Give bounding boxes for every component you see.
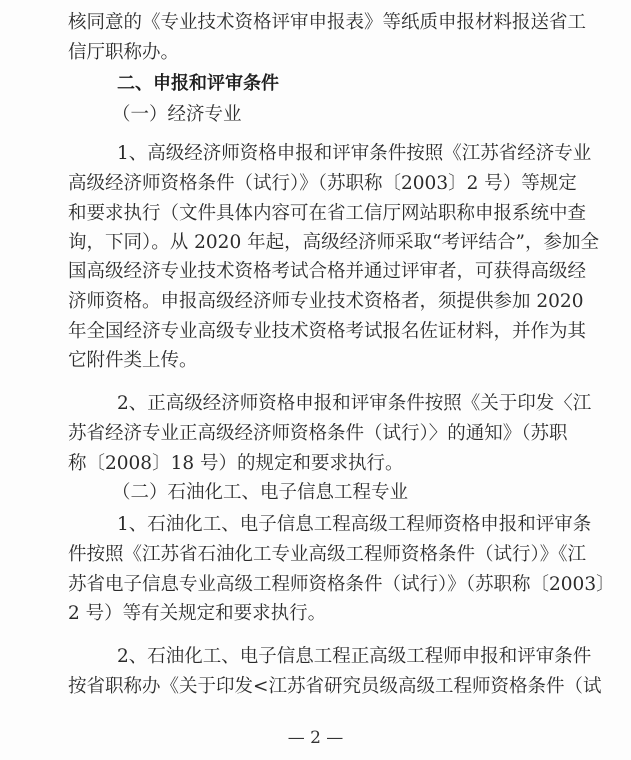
subsection-heading: （一）经济专业	[112, 104, 242, 125]
paragraph-line: 询，下同）。从 2020 年起，高级经济师采取“考评结合”，参加全	[68, 232, 600, 253]
paragraph-line: 苏省经济专业正高级经济师资格条件（试行）〉的通知》（苏职	[68, 423, 568, 444]
paragraph-line: 年全国经济专业高级专业技术资格考试报名佐证材料，并作为其	[68, 321, 587, 342]
paragraph-line: 高级经济师资格条件（试行）》（苏职称〔2003〕2 号）等规定	[68, 173, 577, 194]
paragraph-line: 济师资格。申报高级经济师专业技术资格者，须提供参加 2020	[68, 291, 584, 312]
paragraph-line: 和要求执行（文件具体内容可在省工信厅网站职称申报系统中查	[68, 203, 587, 224]
paragraph-line: 核同意的《专业技术资格评审申报表》等纸质申报材料报送省工	[68, 12, 587, 33]
paragraph-line: 件按照《江苏省石油化工专业高级工程师资格条件（试行）》《江	[68, 544, 587, 565]
paragraph-line: 国高级经济专业技术资格考试合格并通过评审者，可获得高级经	[68, 261, 587, 282]
section-heading: 二、申报和评审条件	[117, 73, 279, 94]
page-number: — 2 —	[287, 728, 344, 748]
paragraph-line: 信厅职称办。	[68, 42, 180, 63]
paragraph-line: 2、正高级经济师资格申报和评审条件按照《关于印发〈江	[117, 393, 592, 414]
paragraph-line: 1、高级经济师资格申报和评审条件按照《江苏省经济专业	[117, 143, 592, 164]
paragraph-line: 1、石油化工、电子信息工程高级工程师资格申报和评审条	[117, 514, 592, 535]
paragraph-line: 称〔2008〕18 号）的规定和要求执行。	[68, 453, 404, 474]
paragraph-line: 苏省电子信息专业高级工程师资格条件（试行）》（苏职称〔2003〕	[68, 574, 615, 595]
subsection-heading: （二）石油化工、电子信息工程专业	[112, 482, 409, 503]
paragraph-line: 2、石油化工、电子信息工程正高级工程师申报和评审条件	[117, 646, 592, 667]
paragraph-line: 它附件类上传。	[68, 350, 198, 371]
paragraph-line: 按省职称办《关于印发<江苏省研究员级高级工程师资格条件（试	[68, 676, 602, 697]
paragraph-line: 2 号）等有关规定和要求执行。	[68, 603, 327, 624]
